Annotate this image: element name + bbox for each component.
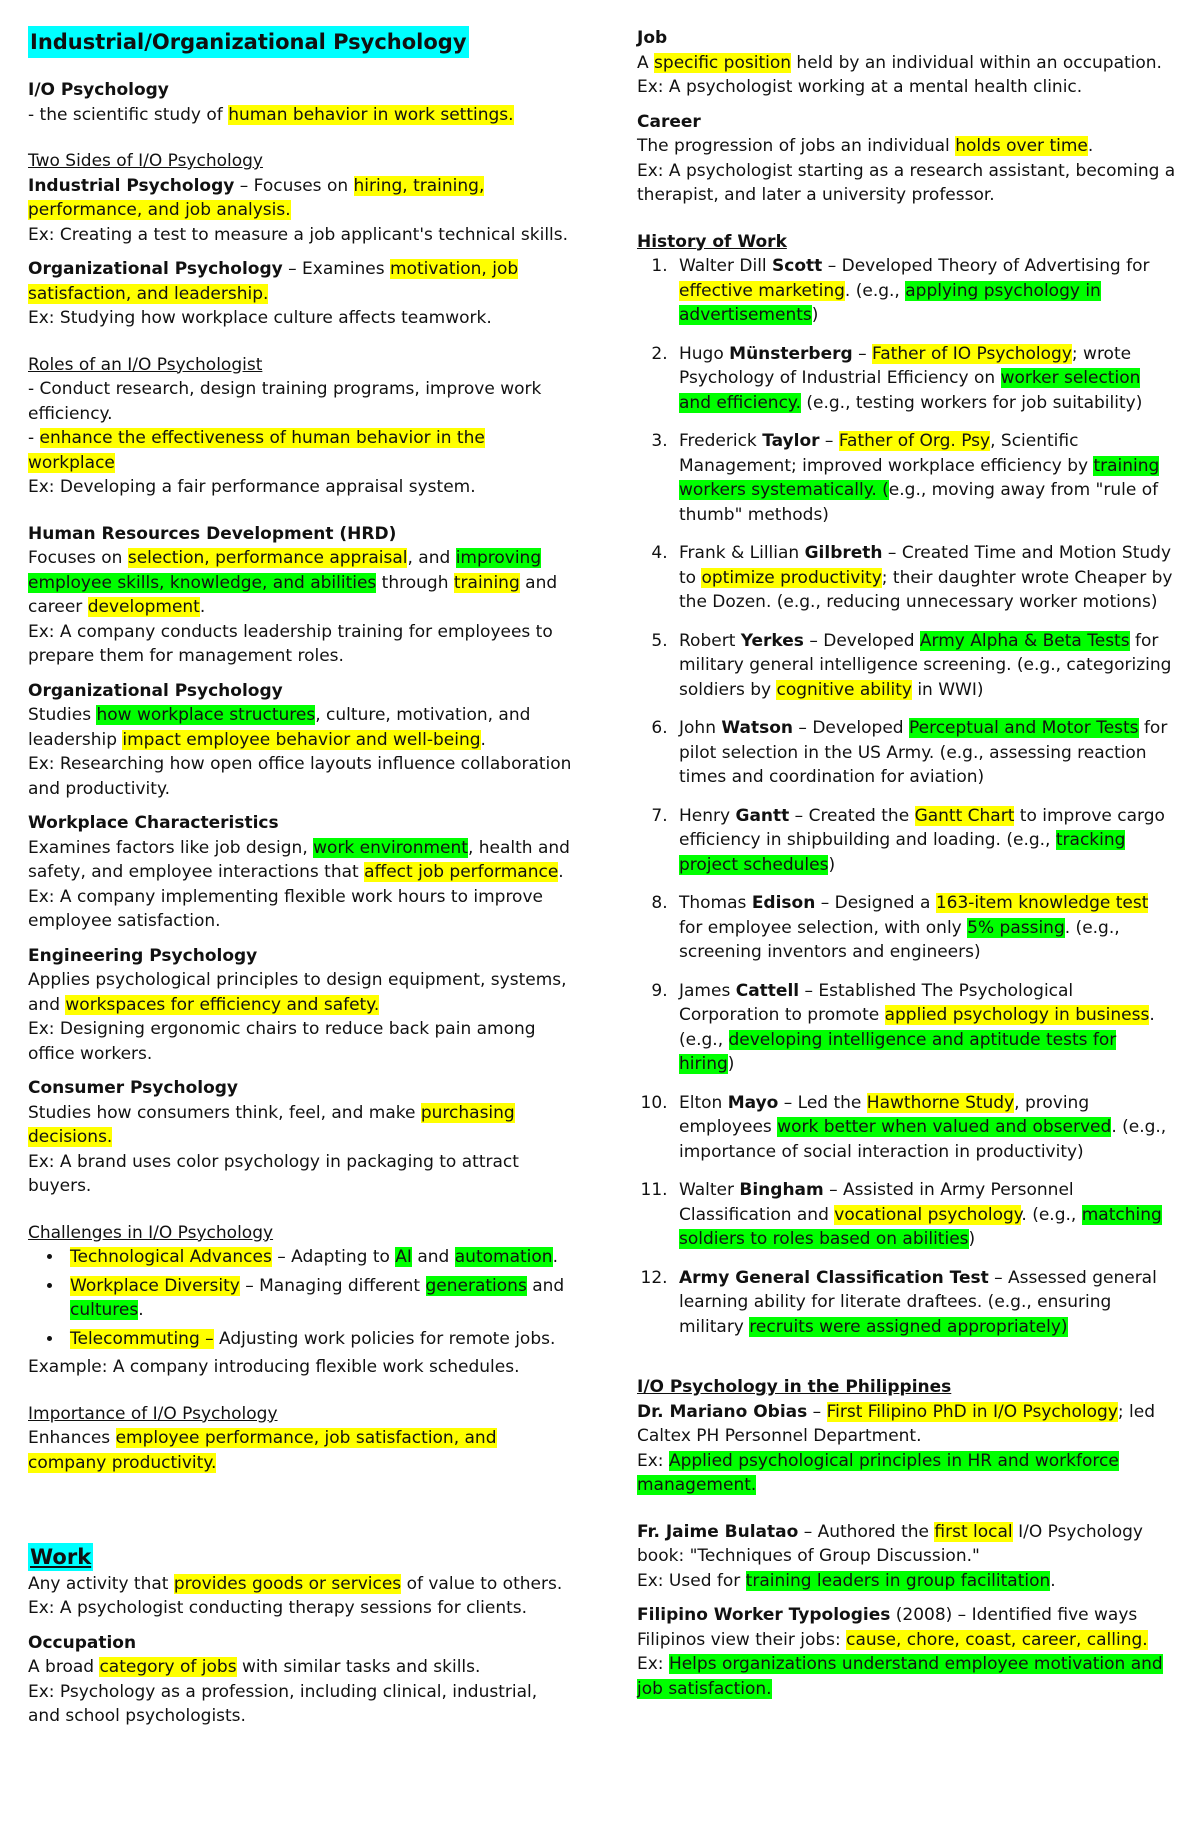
philippines-heading: I/O Psychology in the Philippines [637,1377,952,1397]
right-column [637,26,1177,1701]
challenges-example: Example: A company introducing flexible work schedules. [28,1357,520,1377]
two-sides-heading: Two Sides of I/O Psychology [28,151,263,171]
organizational-example: Ex: Studying how workplace culture affects teamwork. [28,308,492,328]
io-heading: I/O Psychology [28,80,169,100]
consumer-example: Ex: A brand uses color psychology in packaging to attract buyers. [28,1151,519,1196]
occupation-text: A broad category of jobs with similar tasks and skills. [28,1657,481,1677]
hrd-example: Ex: A company conducts leadership training for employees to prepare them for management roles. [28,621,553,666]
consumer-text: Studies how consumers think, feel, and make purchasing decisions. [28,1102,515,1147]
career-example: Ex: A psychologist starting as a research assistant, becoming a therapist, and later a university professor. [637,160,1176,205]
roles-line-2: - enhance the effectiveness of human behavior in the workplace [28,428,485,473]
consumer-section [28,1076,573,1199]
roles-example: Ex: Developing a fair performance appraisal system. [28,477,476,497]
job-text: A specific position held by an individual within an occupation. [637,52,1162,73]
workplace-section [28,811,573,934]
career-text: The progression of jobs an individual holds over time. [637,136,1094,156]
list-item: • Workplace Diversity – Managing different generations and cultures. [64,1274,573,1323]
consumer-heading: Consumer Psychology [28,1078,239,1098]
typologies-text: Filipino Worker Typologies (2008) – Identified five ways Filipinos view their jobs: cause, chore, coast, career, calling. [637,1605,1148,1650]
work-text: Any activity that provides goods or services of value to others. [28,1573,563,1594]
work-example: Ex: A psychologist conducting therapy sessions for clients. [28,1598,528,1618]
organizational-psychology-text: Organizational Psychology – Examines motivation, job satisfaction, and leadership. [28,259,519,304]
list-item: 6. John Watson – Developed Perceptual and Motor Tests for pilot selection in the US Army. (e.g., assessing reaction times and coordination for aviation) [673,716,1177,790]
list-item: 3. Frederick Taylor – Father of Org. Psy, Scientific Management; improved workplace efficiency by training workers systematically. (e.g., moving away from "rule of thumb" methods) [673,429,1177,527]
history-section [637,230,1177,1340]
roles-section [28,353,573,500]
roles-line-1: - Conduct research, design training programs, improve work efficiency. [28,379,542,424]
list-item: 11. Walter Bingham – Assisted in Army Personnel Classification and vocational psychology. (e.g., matching soldiers to roles based on abilities) [673,1178,1177,1252]
occupation-section [28,1631,573,1729]
org-psych-text: Studies how workplace structures, culture, motivation, and leadership impact employee behavior and well-being. [28,705,531,750]
challenges-section [28,1221,573,1380]
roles-heading: Roles of an I/O Psychologist [28,354,263,375]
obias-text: Dr. Mariano Obias – First Filipino PhD in I/O Psychology; led Caltex PH Personnel Department. [637,1401,1155,1446]
list-item: 10. Elton Mayo – Led the Hawthorne Study, proving employees work better when valued and observed. (e.g., importance of social interaction in productivity) [673,1091,1177,1165]
industrial-example: Ex: Creating a test to measure a job applicant's technical skills. [28,224,569,245]
philippines-section [637,1375,1177,1701]
obias-example: Ex: Applied psychological principles in HR and workforce management. [637,1450,1119,1495]
two-sides-section [28,149,573,331]
workplace-heading: Workplace Characteristics [28,813,279,833]
career-heading: Career [637,111,701,132]
job-section [637,26,1177,100]
history-heading: History of Work [637,231,787,252]
bulatao-example: Ex: Used for training leaders in group facilitation. [637,1570,1056,1591]
engineering-heading: Engineering Psychology [28,945,258,966]
list-item: 4. Frank & Lillian Gilbreth – Created Time and Motion Study to optimize productivity; their daughter wrote Cheaper by the Dozen. (e.g., reducing unnecessary worker motions) [673,541,1177,615]
typologies-example: Ex: Helps organizations understand employee motivation and job satisfaction. [637,1654,1163,1699]
io-definition: - the scientific study of human behavior in work settings. [28,104,514,125]
list-item: • Technological Advances – Adapting to AI and automation. [64,1245,573,1270]
history-list [637,254,1177,1339]
engineering-text: Applies psychological principles to design equipment, systems, and workspaces for efficiency and safety. [28,970,567,1015]
list-item: • Telecommuting – Adjusting work policies for remote jobs. [64,1327,573,1352]
occupation-example: Ex: Psychology as a profession, including clinical, industrial, and school psychologists. [28,1681,538,1726]
list-item: 5. Robert Yerkes – Developed Army Alpha & Beta Tests for military general intelligence screening. (e.g., categorizing soldiers by cognitive ability in WWI) [673,629,1177,703]
list-item: 2. Hugo Münsterberg – Father of IO Psychology; wrote Psychology of Industrial Efficiency on worker selection and efficiency. (e.g., testing workers for job suitability) [673,342,1177,416]
job-heading: Job [637,28,668,48]
org-psych-example: Ex: Researching how open office layouts influence collaboration and productivity. [28,754,572,799]
challenges-list [28,1245,573,1351]
list-item: 12. Army General Classification Test – Assessed general learning ability for literate draftees. (e.g., ensuring military recruits were assigned appropriately) [673,1266,1177,1340]
importance-heading: Importance of I/O Psychology [28,1403,278,1424]
list-item: 8. Thomas Edison – Designed a 163-item knowledge test for employee selection, with only 5% passing. (e.g., screening inventors and engineers) [673,891,1177,965]
hrd-section [28,522,573,669]
importance-text: Enhances employee performance, job satisfaction, and company productivity. [28,1428,497,1473]
workplace-text: Examines factors like job design, work environment, health and safety, and employee interactions that affect job performance. [28,837,570,882]
org-psych-section [28,679,573,802]
hrd-heading: Human Resources Development (HRD) [28,523,397,544]
work-heading: Work [30,1545,92,1569]
document-title: Industrial/Organizational Psychology [28,26,469,58]
work-section [28,1543,573,1621]
challenges-heading: Challenges in I/O Psychology [28,1222,274,1243]
occupation-heading: Occupation [28,1632,137,1653]
job-example: Ex: A psychologist working at a mental health clinic. [637,77,1083,97]
bulatao-text: Fr. Jaime Bulatao – Authored the first local I/O Psychology book: "Techniques of Group Discussion." [637,1521,1143,1566]
workplace-example: Ex: A company implementing flexible work hours to improve employee satisfaction. [28,886,543,931]
list-item: 1. Walter Dill Scott – Developed Theory of Advertising for effective marketing. (e.g., applying psychology in advertisements) [673,254,1177,328]
engineering-section [28,944,573,1067]
hrd-text: Focuses on selection, performance appraisal, and improving employee skills, knowledge, and abilities through training and career development. [28,548,558,617]
org-psych-heading: Organizational Psychology [28,680,283,701]
list-item: 7. Henry Gantt – Created the Gantt Chart to improve cargo efficiency in shipbuilding and loading. (e.g., tracking project schedules) [673,804,1177,878]
importance-section [28,1402,573,1476]
industrial-psychology-text: Industrial Psychology – Focuses on hiring, training, performance, and job analysis. [28,175,485,220]
engineering-example: Ex: Designing ergonomic chairs to reduce back pain among office workers. [28,1019,536,1064]
left-column [28,26,573,1729]
list-item: 9. James Cattell – Established The Psychological Corporation to promote applied psychology in business. (e.g., developing intelligence and aptitude tests for hiring) [673,979,1177,1077]
io-section [28,78,573,127]
career-section [637,110,1177,208]
